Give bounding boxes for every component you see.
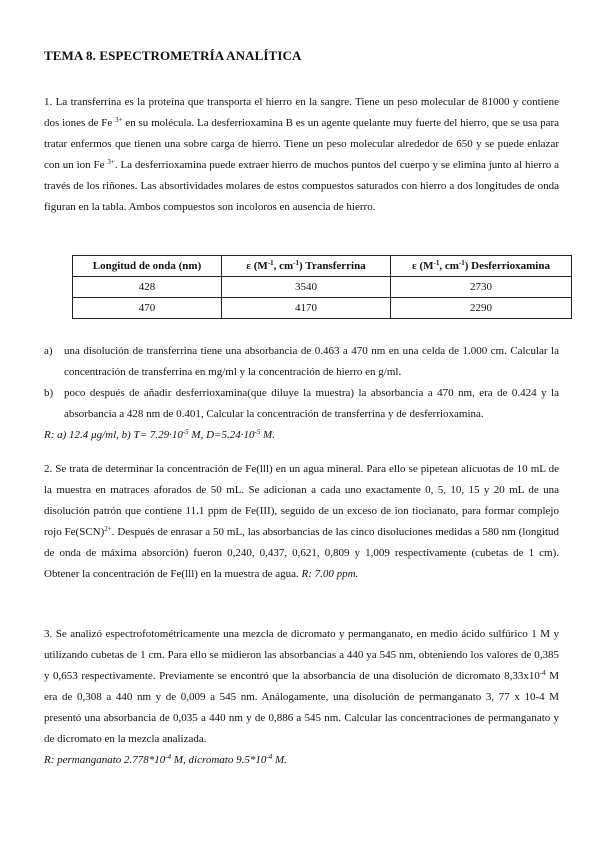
table-header-row [73,256,572,277]
cell-transferrina: 4170 [222,298,391,319]
problem-1-statement: 1. La transferrina es la proteína que transporta el hierro en la sangre. Tiene un peso molecular de 81000 y contiene dos iones de Fe $^{3+}$ en su molécula. La desferrioxamina B es un agente quelante muy fuerte del hierro, que se usa para tratar enfermos que tienen una sobre carga de hierro. Tiene un peso molecular alrededor de 650 y se puede enlazar con un ion Fe $^{3+}$. La desferrioxamina puede extraer hierro de muchos puntos del cuerpo y se elimina junto al hierro a través de los riñones. Las absortividades molares de estos compuestos saturados con hierro a dos longitudes de onda figuran en la tabla. Ambos compuestos son incoloros en ausencia de hierro. [44,96,559,213]
question-1a-marker: a) [44,345,53,357]
cell-desferrioxamina: 2730 [391,277,572,298]
table-row [73,298,572,319]
header-desferrioxamina: ε ($M^{-1}$, $cm^{-1}$) Desferrioxamina [391,256,572,277]
answer-2: R: 7.00 ppm. [301,568,359,580]
header-transferrina: ε ($M^{-1}$, $cm^{-1}$) Transferrina [222,256,391,277]
answer-3: R: permanganato $2.778*10^{-4}$ M, dicromato $9.5*10^{-4}$ M. [44,753,287,766]
question-1a-text: una disolución de transferrina tiene una absorbancia de 0.463 a 470 nm en una celda de 1.000 cm. Calcular la concentración de transferrina en mg/ml y la concentración de hierro en g/ml. [64,345,559,378]
question-1b-marker: b) [44,387,54,399]
table-row [73,277,572,298]
cell-wavelength: 428 [73,277,222,298]
problem-3-statement: 3. Se analizó espectrofotométricamente una mezcla de dicromato y permanganato, en medio ácido sulfúrico 1 M y utilizando cubetas de 1 cm. Para ello se midieron las absorbancias a 440 ya 545 nm, obteniendo los valores de 0,385 y 0,653 respectivamente. Previamente se encontró que la absorbancia de una disolución de dicromato $8,33x10^{-4}$ M era de 0,308 a 440 nm y de 0,009 a 545 nm. Análogamente, una disolución de permanganato 3, 77 x 10-4 M presentó una absorbancia de 0,035 a 440 nm y de 0,886 a 545 nm. Calcular las concentraciones de permanganato y de dicromato en la mezcla analizada. [44,628,560,745]
answer-1: R: a) 12.4 μg/ml, b) $T= 7.29\cdot 10^{-5}$ M, $D=5.24\cdot 10^{-5}$ M. [44,428,275,441]
cell-wavelength: 470 [73,298,222,319]
page-title: TEMA 8. ESPECTROMETRÍA ANALÍTICA [44,48,302,63]
header-wavelength: Longitud de onda (nm) [73,256,222,277]
question-1b-text: poco después de añadir desferrioxamina(que diluye la muestra) la absorbancia a 470 nm, era de 0.424 y la absorbancia a 428 nm de 0.401, Calcular la concentración de transferrina y de desferrioxamina. [64,387,559,420]
problem-2-statement: 2. Se trata de determinar la concentración de Fe(lll) en un agua mineral. Para ello se pipetean alícuotas de 10 mL de la muestra en matraces aforados de 50 mL. Se adicionan a cada uno exactamente 0, 5, 10, 15 y 20 mL de una disolución patrón que contiene 11.1 ppm de Fe(III), seguido de un exceso de ion tiocianato, para formar complejo rojo Fe(SCN)$^{2+}$. Después de enrasar a 50 mL, las absorbancias de las cinco disoluciones medidas a 580 nm (longitud de onda de máxima absorción) fueron 0,240, 0,437, 0,621, 0,809 y 1,009 respectivamente (cubetas de 1 cm). Obtener la concentración de Fe(lll) en la muestra de agua. R: 7.00 ppm. [44,463,559,580]
question-1a [44,341,559,383]
question-1b [44,383,559,425]
absorptivity-table [72,255,572,319]
cell-desferrioxamina: 2290 [391,298,572,319]
cell-transferrina: 3540 [222,277,391,298]
